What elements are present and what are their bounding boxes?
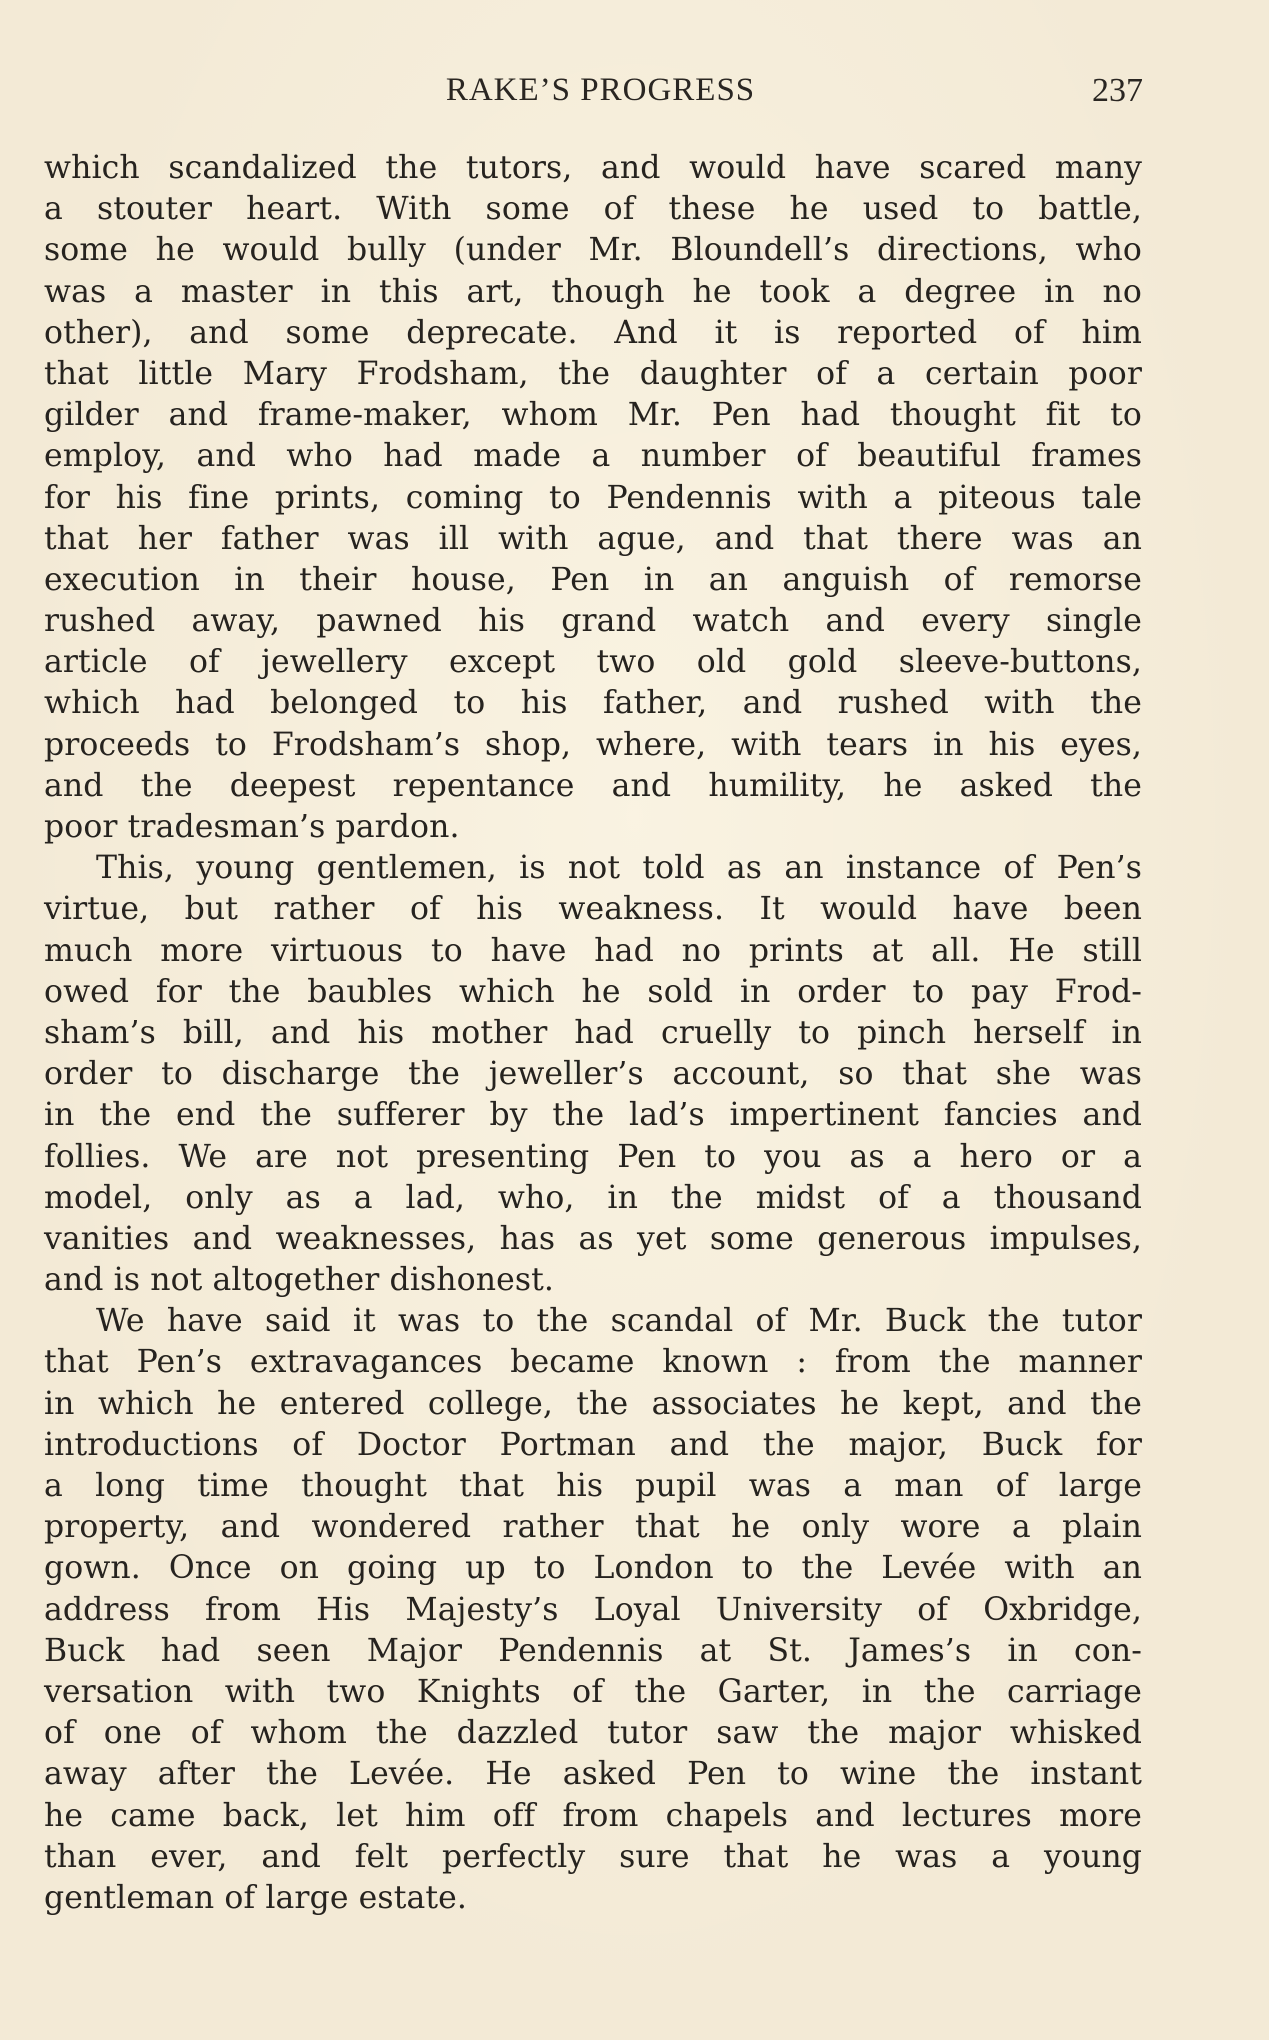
text-line: employ, and who had made a number of beautiful frames (44, 438, 1142, 475)
text-line: versation with two Knights of the Garter, in the carriage (44, 1673, 1142, 1710)
text-line: he came back, let him off from chapels and lectures more (44, 1797, 1142, 1834)
text-line: a stouter heart. With some of these he used to battle, (44, 191, 1142, 228)
page-number: 237 (1092, 72, 1143, 109)
text-line: execution in their house, Pen in an anguish of remorse (44, 561, 1142, 598)
text-line: much more virtuous to have had no prints at all. He still (44, 932, 1142, 969)
paragraph (44, 1301, 1142, 1919)
text-line: which scandalized the tutors, and would have scared many (44, 150, 1142, 186)
paragraph (44, 148, 1142, 848)
text-line: virtue, but rather of his weakness. It would have been (44, 891, 1142, 928)
page-header (58, 72, 1143, 122)
text-line: in the end the sufferer by the lad’s impertinent fancies and (44, 1097, 1142, 1134)
text-line: for his fine prints, coming to Pendennis with a piteous tale (44, 479, 1142, 516)
text-line: order to discharge the jeweller’s account, so that she was (44, 1056, 1142, 1093)
paragraph (44, 848, 1142, 1301)
text-line: of one of whom the dazzled tutor saw the major whisked (44, 1715, 1142, 1752)
text-line: away after the Levée. He asked Pen to wine the instant (44, 1756, 1142, 1793)
text-line: sham’s bill, and his mother had cruelly to pinch herself in (44, 1014, 1142, 1051)
text-line: This, young gentlemen, is not told as an instance of Pen’s (96, 850, 1142, 887)
text-line: and is not altogether dishonest. (44, 1262, 554, 1299)
text-line: in which he entered college, the associates he kept, and the (44, 1385, 1142, 1422)
text-line: model, only as a lad, who, in the midst of a thousand (44, 1179, 1142, 1216)
text-line: owed for the baubles which he sold in order to pay Frod- (44, 973, 1142, 1010)
text-line: which had belonged to his father, and rushed with the (44, 685, 1142, 722)
text-line: other), and some deprecate. And it is reported of him (44, 314, 1142, 351)
text-line: proceeds to Frodsham’s shop, where, with tears in his eyes, (44, 726, 1142, 763)
text-line: rushed away, pawned his grand watch and every single (44, 603, 1142, 640)
text-line: that Pen’s extravagances became known : from the manner (44, 1344, 1142, 1381)
text-line: vanities and weaknesses, has as yet some generous impulses, (44, 1220, 1142, 1257)
text-line: poor tradesman’s pardon. (44, 809, 460, 845)
text-line: a long time thought that his pupil was a man of large (44, 1468, 1142, 1504)
text-line: introductions of Doctor Portman and the major, Buck for (44, 1426, 1142, 1463)
text-line: that little Mary Frodsham, the daughter of a certain poor (44, 355, 1142, 392)
text-line: than ever, and felt perfectly sure that he was a young (44, 1838, 1142, 1875)
text-line: article of jewellery except two old gold sleeve-buttons, (44, 644, 1142, 681)
text-line: address from His Majesty’s Loyal University of Oxbridge, (44, 1591, 1142, 1628)
text-line: We have said it was to the scandal of Mr. Buck the tutor (96, 1303, 1142, 1340)
text-line: gown. Once on going up to London to the Levée with an (44, 1550, 1142, 1587)
text-line: and the deepest repentance and humility, he asked the (44, 767, 1142, 804)
text-line: was a master in this art, though he took a degree in no (44, 273, 1142, 310)
text-line: gilder and frame-maker, whom Mr. Pen had thought fit to (44, 397, 1142, 434)
body-text (44, 148, 1142, 1919)
running-head: RAKE’S PROGRESS (445, 72, 756, 108)
text-line: Buck had seen Major Pendennis at St. James’s in con- (44, 1632, 1142, 1669)
text-line: that her father was ill with ague, and that there was an (44, 520, 1142, 557)
text-line: property, and wondered rather that he only wore a plain (44, 1509, 1142, 1546)
text-line: some he would bully (under Mr. Bloundell’s directions, who (44, 232, 1142, 269)
text-line: gentleman of large estate. (44, 1879, 467, 1916)
text-line: follies. We are not presenting Pen to you as a hero or a (44, 1138, 1142, 1175)
